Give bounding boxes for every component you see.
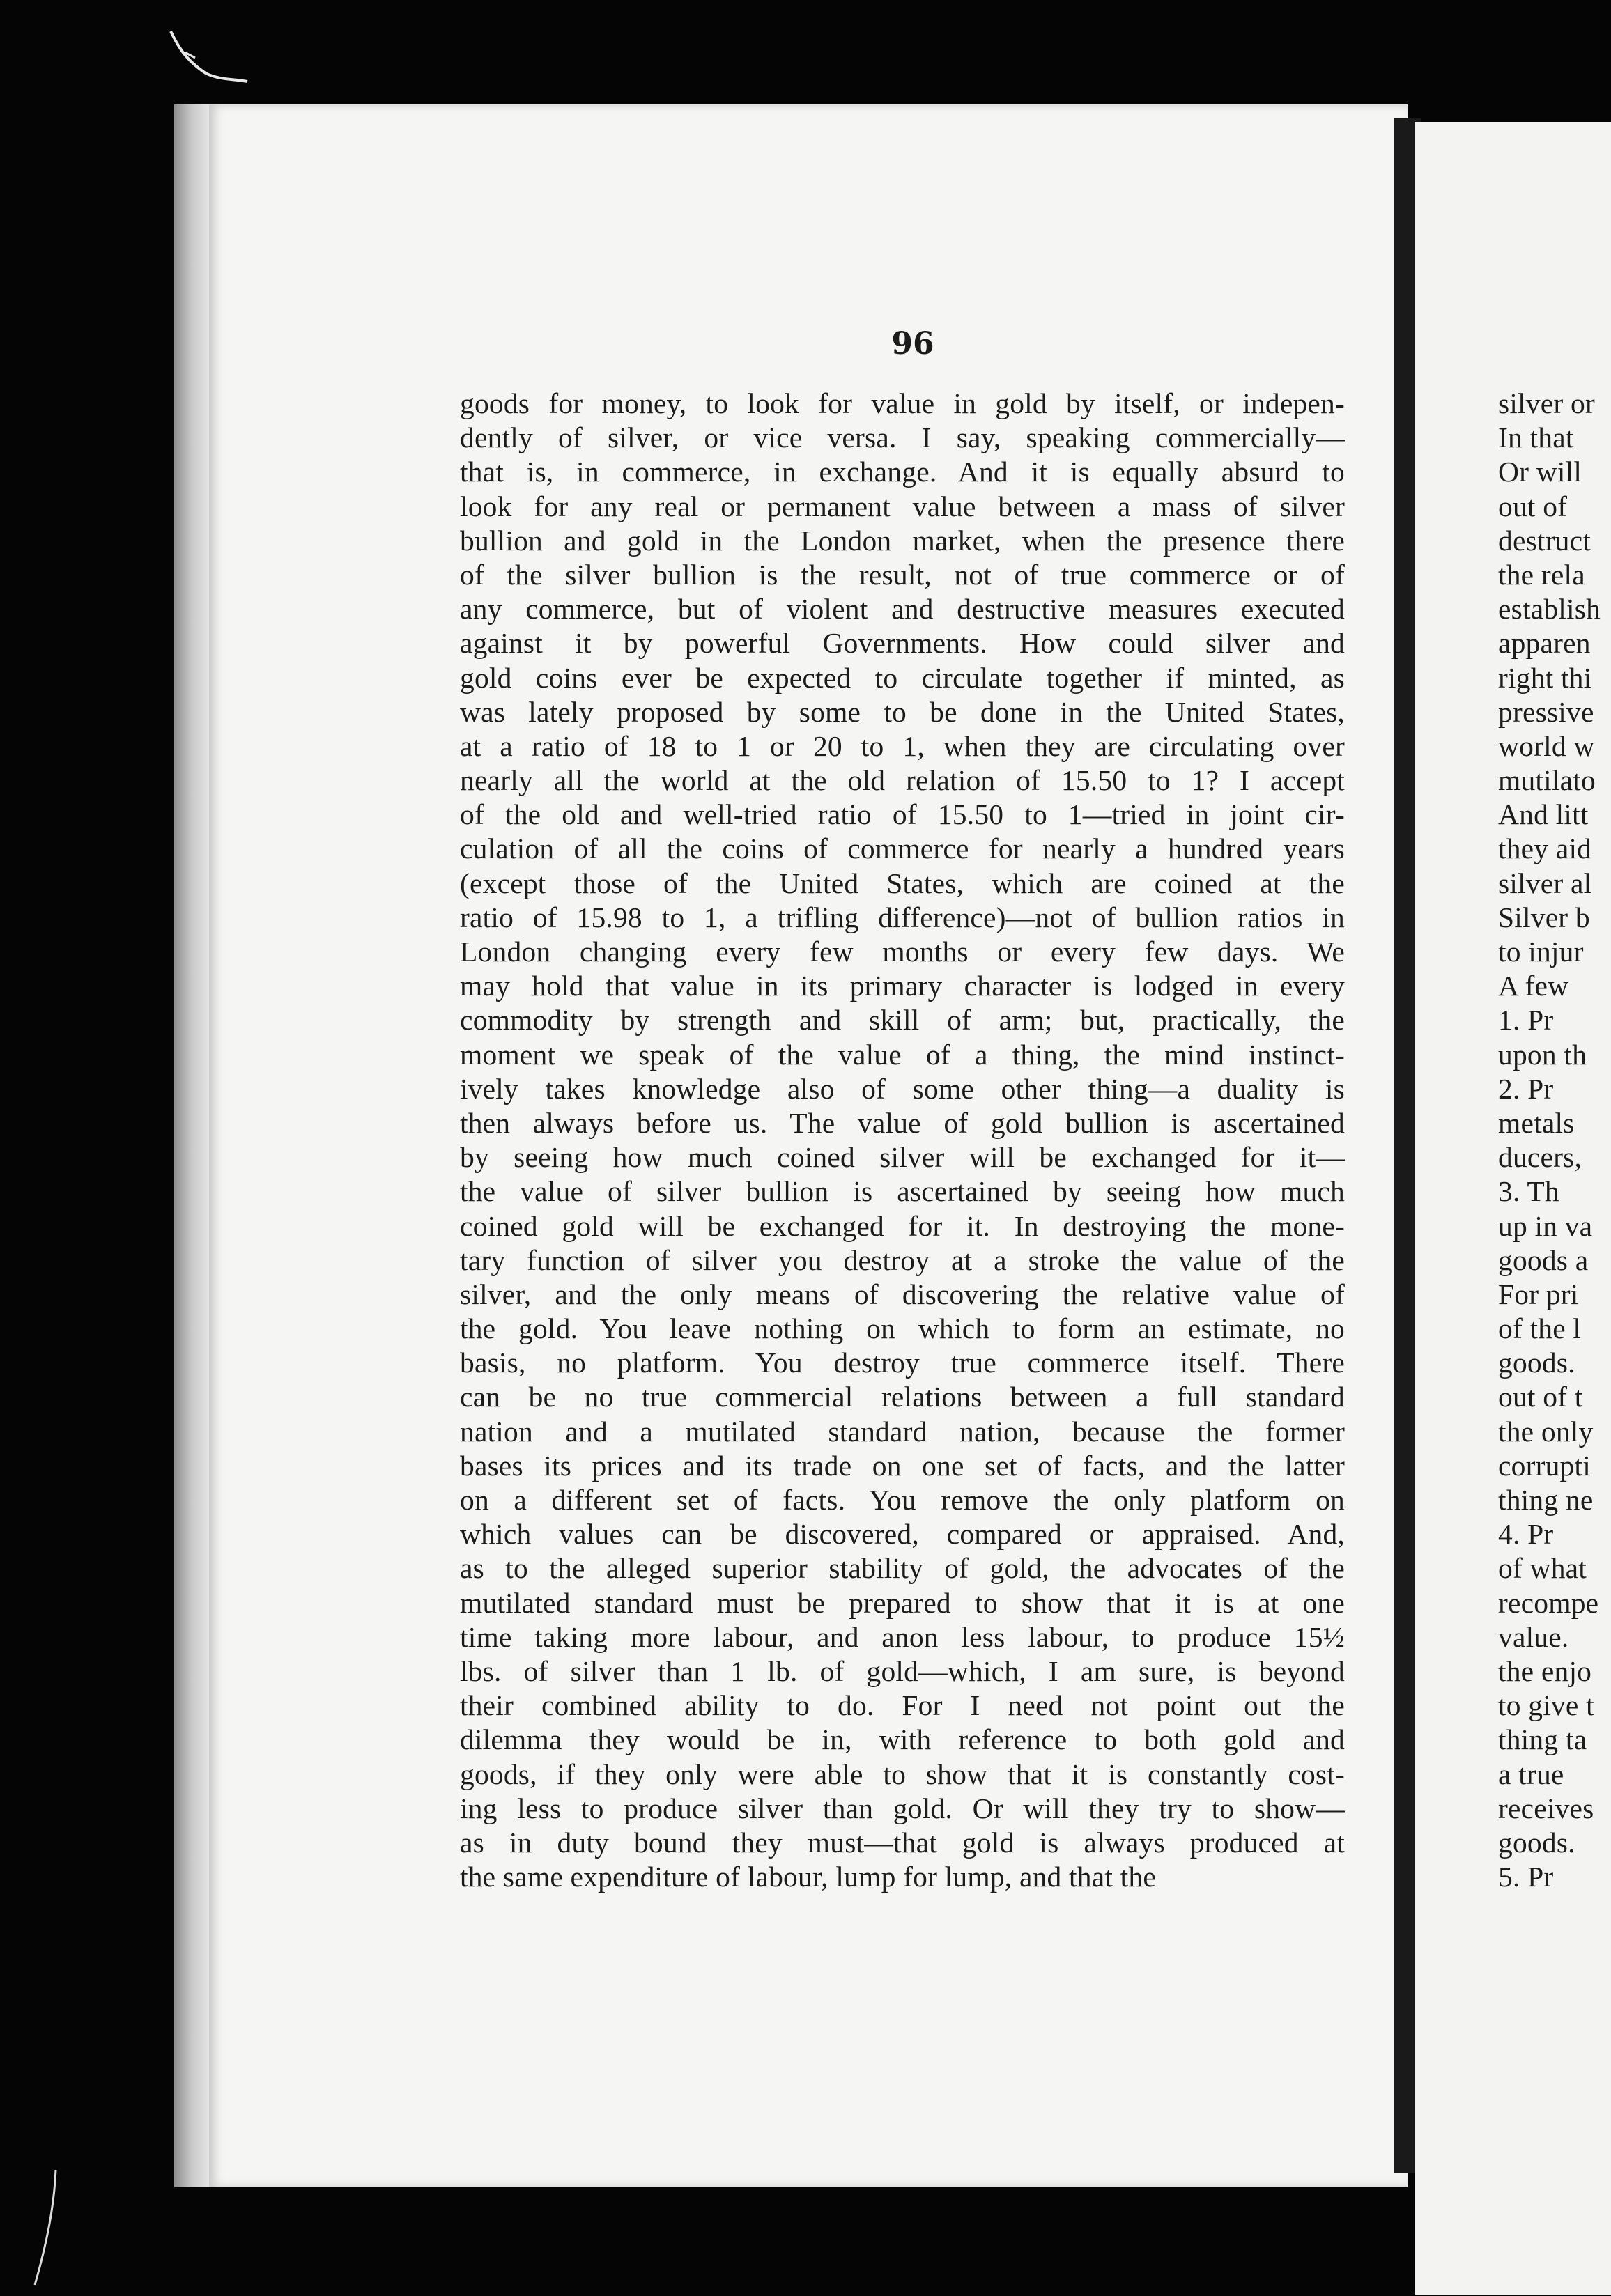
body-line: silver, and the only means of discovering the relative value of — [460, 1278, 1345, 1310]
next-line: the only — [1498, 1415, 1594, 1448]
next-line: the enjo — [1498, 1654, 1592, 1687]
body-line: commodity by strength and skill of arm; but, practically, the — [460, 1004, 1345, 1037]
next-line: metals — [1498, 1106, 1575, 1139]
body-line: that is, in commerce, in exchange. And it is equally absurd to — [460, 456, 1345, 488]
next-line: they aid — [1498, 832, 1592, 865]
next-line: right thi — [1498, 661, 1592, 694]
body-line: can be no true commercial relations between a full standard — [460, 1381, 1345, 1413]
body-line: which values can be discovered, compared or appraised. And, — [460, 1518, 1345, 1551]
next-line: value. — [1498, 1620, 1569, 1653]
next-line: to give t — [1498, 1689, 1594, 1722]
body-line: gold coins ever be expected to circulate together if minted, as — [460, 661, 1345, 694]
next-line: 5. Pr — [1498, 1861, 1554, 1893]
body-line: moment we speak of the value of a thing, the mind instinct- — [460, 1038, 1345, 1071]
body-line: lbs. of silver than 1 lb. of gold—which, I am sure, is beyond — [460, 1654, 1345, 1687]
next-line: 2. Pr — [1498, 1072, 1554, 1105]
body-line: bases its prices and its trade on one set of facts, and the latter — [460, 1449, 1345, 1482]
body-line: ively takes knowledge also of some other thing—a duality is — [460, 1072, 1345, 1105]
next-line: recompe — [1498, 1586, 1599, 1619]
body-line: the gold. You leave nothing on which to form an estimate, no — [460, 1312, 1345, 1345]
next-line: a true — [1498, 1758, 1564, 1790]
body-line: on a different set of facts. You remove the only platform on — [460, 1484, 1345, 1516]
body-line: as to the alleged superior stability of gold, the advocates of the — [460, 1552, 1345, 1585]
next-line: 3. Th — [1498, 1175, 1559, 1208]
next-line: out of — [1498, 490, 1568, 522]
body-line: the same expenditure of labour, lump for lump, and that the — [460, 1861, 1156, 1893]
next-line: the rela — [1498, 558, 1585, 591]
body-line: any commerce, but of violent and destructive measures executed — [460, 593, 1345, 626]
next-line: thing ta — [1498, 1723, 1587, 1756]
next-line: corrupti — [1498, 1449, 1591, 1482]
next-line: In that — [1498, 421, 1574, 454]
body-line: was lately proposed by some to be done in the United States, — [460, 695, 1345, 728]
body-line: time taking more labour, and anon less labour, to produce 15½ — [460, 1620, 1345, 1653]
next-line: to injur — [1498, 936, 1584, 968]
next-line: apparen — [1498, 627, 1591, 660]
body-line: nation and a mutilated standard nation, because the former — [460, 1415, 1345, 1448]
next-line: of the l — [1498, 1312, 1582, 1345]
next-line: mutilato — [1498, 764, 1596, 797]
body-line: then always before us. The value of gold bullion is ascertained — [460, 1106, 1345, 1139]
body-line: of the old and well-tried ratio of 15.50 to 1—tried in joint cir- — [460, 798, 1345, 831]
body-line: coined gold will be exchanged for it. In destroying the mone- — [460, 1209, 1345, 1242]
body-line: against it by powerful Governments. How could silver and — [460, 627, 1345, 660]
next-line: goods a — [1498, 1243, 1589, 1276]
next-line: upon th — [1498, 1038, 1587, 1071]
next-line: ducers, — [1498, 1141, 1582, 1174]
next-line: 1. Pr — [1498, 1004, 1554, 1037]
film-scratch-bottom — [28, 2166, 70, 2292]
next-line: silver al — [1498, 867, 1592, 899]
body-line: tary function of silver you destroy at a stroke the value of the — [460, 1243, 1345, 1276]
next-page-body — [1498, 387, 1611, 1894]
body-line: culation of all the coins of commerce for nearly a hundred years — [460, 832, 1345, 865]
body-line: at a ratio of 18 to 1 or 20 to 1, when they are circulating over — [460, 729, 1345, 762]
body-line: the value of silver bullion is ascertained by seeing how much — [460, 1175, 1345, 1208]
body-line: of the silver bullion is the result, not of true commerce or of — [460, 558, 1345, 591]
body-line: nearly all the world at the old relation of 15.50 to 1? I accept — [460, 764, 1345, 797]
body-line: their combined ability to do. For I need not point out the — [460, 1689, 1345, 1722]
next-line: 4. Pr — [1498, 1518, 1554, 1551]
body-line: look for any real or permanent value between a mass of silver — [460, 490, 1345, 522]
next-line: pressive — [1498, 695, 1594, 728]
body-line: dently of silver, or vice versa. I say, speaking commercially— — [460, 421, 1345, 454]
body-line: goods for money, to look for value in gold by itself, or indepen- — [460, 387, 1345, 419]
body-line: London changing every few months or every few days. We — [460, 936, 1345, 968]
body-line: may hold that value in its primary character is lodged in every — [460, 970, 1345, 1002]
body-line: dilemma they would be in, with reference to both gold and — [460, 1723, 1345, 1756]
next-line: goods. — [1498, 1826, 1575, 1859]
next-line: Silver b — [1498, 901, 1590, 933]
next-line: of what — [1498, 1552, 1587, 1585]
body-line: by seeing how much coined silver will be exchanged for it— — [460, 1141, 1345, 1174]
next-line: For pri — [1498, 1278, 1579, 1310]
next-line: thing ne — [1498, 1484, 1594, 1516]
body-line: mutilated standard must be prepared to show that it is at one — [460, 1586, 1345, 1619]
next-line: out of t — [1498, 1381, 1583, 1413]
page-body — [460, 387, 1345, 1894]
next-line: silver or — [1498, 387, 1595, 419]
body-line: as in duty bound they must—that gold is always produced at — [460, 1826, 1345, 1859]
body-line: goods, if they only were able to show that it is constantly cost- — [460, 1758, 1345, 1790]
body-line: ing less to produce silver than gold. Or will they try to show— — [460, 1792, 1345, 1824]
next-line: Or will — [1498, 456, 1582, 488]
page-number: 96 — [891, 326, 934, 362]
next-line: world w — [1498, 729, 1595, 762]
next-line: And litt — [1498, 798, 1589, 831]
film-scratch-top — [157, 17, 254, 87]
body-line: ratio of 15.98 to 1, a trifling difference)—not of bullion ratios in — [460, 901, 1345, 933]
next-line: receives — [1498, 1792, 1594, 1824]
body-line: basis, no platform. You destroy true commerce itself. There — [460, 1347, 1345, 1379]
body-line: (except those of the United States, which are coined at the — [460, 867, 1345, 899]
next-line: establish — [1498, 593, 1601, 626]
body-line: bullion and gold in the London market, when the presence there — [460, 524, 1345, 557]
next-line: goods. — [1498, 1347, 1575, 1379]
next-line: destruct — [1498, 524, 1591, 557]
next-line: A few — [1498, 970, 1569, 1002]
next-line: up in va — [1498, 1209, 1593, 1242]
